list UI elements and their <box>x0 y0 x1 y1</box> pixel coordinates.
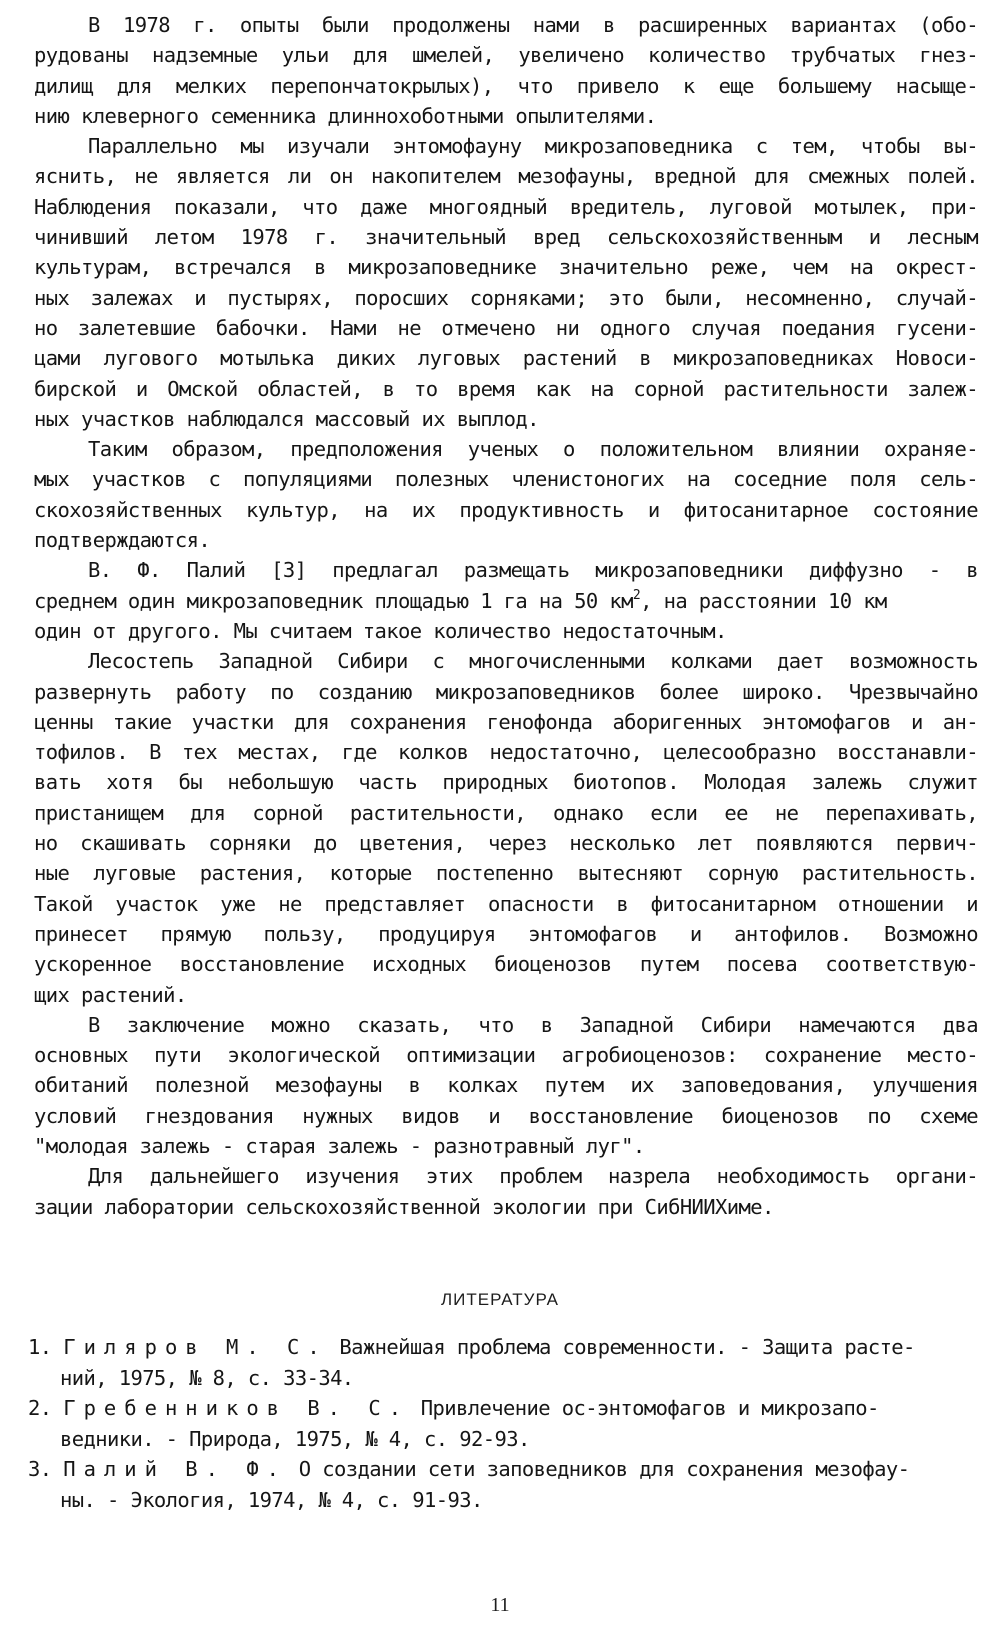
body-line: рудованы надземные ульи для шмелей, увеличено количество трубчатых гнез- <box>34 43 978 68</box>
body-line: Таким образом, предположения ученых о положительном влиянии охраняе- <box>88 437 978 462</box>
reference-author: Палий В. Ф. <box>63 1457 287 1481</box>
body-line: нию клеверного семенника длиннохоботными опылителями. <box>34 103 657 128</box>
body-line: бирской и Омской областей, в то время как на сорной растительности залеж- <box>34 376 978 401</box>
body-line: скохозяйственных культур, на их продуктивность и фитосанитарное состояние <box>34 497 978 522</box>
body-line: цами лугового мотылька диких луговых растений в микрозаповедниках Новоси- <box>34 346 978 371</box>
body-line-part: , на расстоянии 10 км <box>640 588 887 613</box>
body-line: подтверждаются. <box>34 528 211 553</box>
reference-author: Гребенников В. С. <box>63 1396 410 1420</box>
body-line: пристанищем для сорной растительности, однако если ее не перепахивать, <box>34 800 978 825</box>
body-line: мых участков с популяциями полезных членистоногих на соседние поля сель- <box>34 467 978 492</box>
reference-text: О создании сети заповедников для сохранения мезофау- <box>287 1457 910 1481</box>
superscript: 2 <box>632 587 641 603</box>
body-line: щих растений. <box>34 982 187 1007</box>
body-line: один от другого. Мы считаем такое количество недостаточным. <box>34 618 727 643</box>
reference-item <box>28 1393 978 1424</box>
body-line: ных участков наблюдался массовый их выплод. <box>34 406 539 431</box>
reference-number: 2. <box>28 1396 52 1420</box>
body-line: ных залежах и пустырях, поросших сорняками; это были, несомненно, случай- <box>34 285 978 310</box>
reference-continuation: ний, 1975, № 8, с. 33-34. <box>60 1365 354 1390</box>
body-line: В 1978 г. опыты были продолжены нами в расширенных вариантах (обо- <box>88 13 978 37</box>
reference-item <box>28 1454 978 1485</box>
body-line-part: среднем один микрозаповедник площадью 1 га на 50 км <box>34 588 633 613</box>
body-line: вать хотя бы небольшую часть природных биотопов. Молодая залежь служит <box>34 770 978 795</box>
reference-item <box>28 1332 978 1363</box>
reference-continuation: ведники. - Природа, 1975, № 4, с. 92-93. <box>60 1426 530 1451</box>
body-line: яснить, не является ли он накопителем мезофауны, вредной для смежных полей. <box>34 164 978 189</box>
body-line: ные луговые растения, которые постепенно вытесняют сорную растительность. <box>34 861 978 886</box>
body-line: Такой участок уже не представляет опасности в фитосанитарном отношении и <box>34 891 978 916</box>
reference-text: Важнейшая проблема современности. - Защита расте- <box>327 1335 915 1359</box>
body-line: тофилов. В тех местах, где колков недостаточно, целесообразно восстанавли- <box>34 740 978 765</box>
body-line: принесет прямую пользу, продуцируя энтомофагов и антофилов. Возможно <box>34 921 978 946</box>
body-line: ускоренное восстановление исходных биоценозов путем посева соответствую- <box>34 952 978 977</box>
body-line: обитаний полезной мезофауны в колках путем их заповедования, улучшения <box>34 1073 978 1098</box>
references-heading: ЛИТЕРАТУРА <box>440 1290 560 1309</box>
body-line: условий гнездования нужных видов и восстановление биоценозов по схеме <box>34 1103 978 1128</box>
body-line: дилищ для мелких перепончатокрылых), что привело к еще большему насыще- <box>34 73 978 98</box>
body-line: Лесостепь Западной Сибири с многочисленными колками дает возможность <box>88 649 978 674</box>
reference-continuation: ны. - Экология, 1974, № 4, с. 91-93. <box>60 1487 483 1512</box>
references-list <box>28 1332 978 1515</box>
body-line: культурам, встречался в микрозаповеднике значительно реже, чем на окрест- <box>34 255 978 280</box>
document-body <box>34 10 978 1222</box>
body-line: зации лаборатории сельскохозяйственной экологии при СибНИИХиме. <box>34 1194 774 1219</box>
body-line: чинивший летом 1978 г. значительный вред сельскохозяйственным и лесным <box>34 225 978 250</box>
body-line: В заключение можно сказать, что в Западной Сибири намечаются два <box>88 1012 978 1037</box>
body-line: В. Ф. Палий [3] предлагал размещать микрозаповедники диффузно - в <box>88 558 978 583</box>
body-line: основных пути экологической оптимизации агробиоценозов: сохранение место- <box>34 1043 978 1068</box>
reference-author: Гиляров М. С. <box>63 1335 328 1359</box>
reference-text: Привлечение ос-энтомофагов и микрозапо- <box>409 1396 879 1420</box>
body-line: Параллельно мы изучали энтомофауну микрозаповедника с тем, чтобы вы- <box>88 134 978 159</box>
reference-number: 3. <box>28 1457 52 1481</box>
body-line: ценны такие участки для сохранения генофонда аборигенных энтомофагов и ан- <box>34 709 978 734</box>
body-line: но залетевшие бабочки. Нами не отмечено ни одного случая поедания гусени- <box>34 315 978 340</box>
reference-number: 1. <box>28 1335 52 1359</box>
body-line: развернуть работу по созданию микрозаповедников более широко. Чрезвычайно <box>34 679 978 704</box>
body-line: "молодая залежь - старая залежь - разнотравный луг". <box>34 1133 645 1158</box>
body-line: Наблюдения показали, что даже многоядный вредитель, луговой мотылек, при- <box>34 194 978 219</box>
body-line: но скашивать сорняки до цветения, через несколько лет появляются первич- <box>34 831 978 856</box>
body-line-with-superscript <box>34 586 978 616</box>
page-number: 11 <box>490 1594 510 1616</box>
body-line: Для дальнейшего изучения этих проблем назрела необходимость органи- <box>88 1164 978 1189</box>
